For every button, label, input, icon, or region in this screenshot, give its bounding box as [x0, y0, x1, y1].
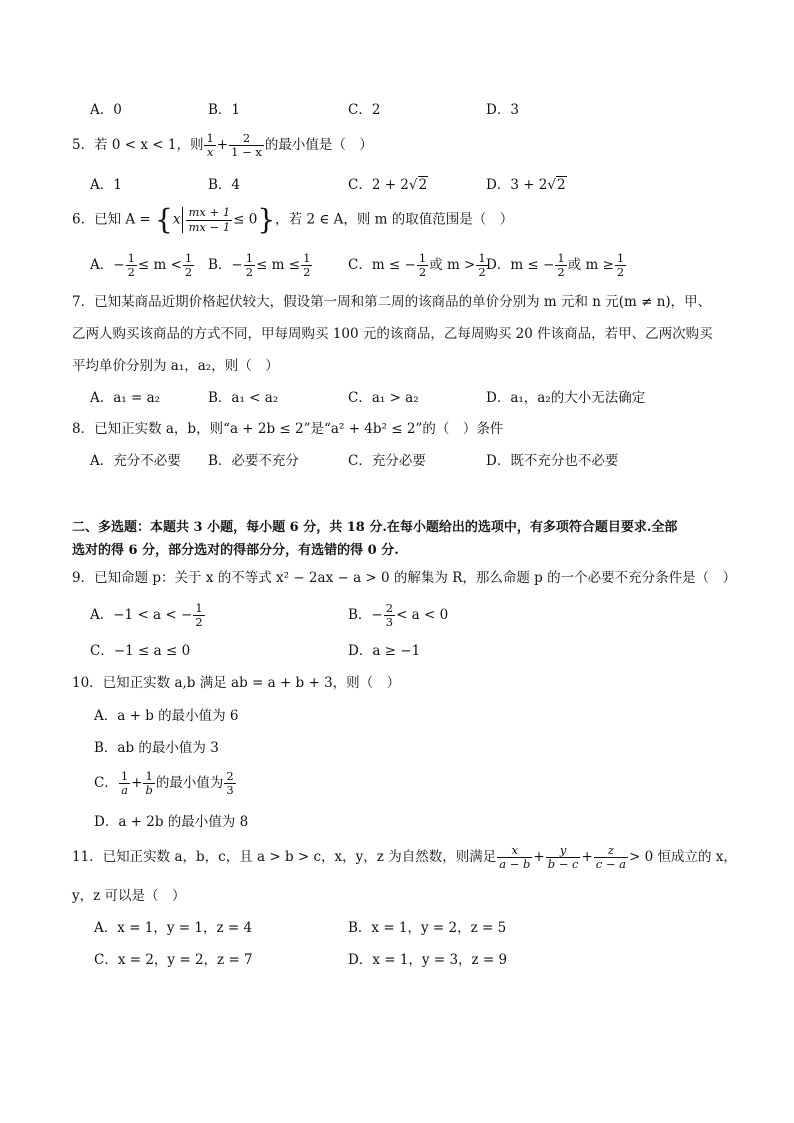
q11-option-b: B．x = 1，y = 2，z = 5 — [348, 920, 507, 936]
q5-option-d: D．3 + 2√2 — [486, 177, 566, 193]
q5-option-c: C．2 + 2√2 — [348, 177, 428, 193]
q8-option-d: D．既不充分也不必要 — [486, 453, 619, 469]
section-2-heading-line-2: 选对的得 6 分，部分选对的得部分分，有选错的得 0 分. — [72, 543, 399, 558]
q6-stem: 6．已知 A = {x $\frac{mx + 1}{mx - 1}$ ≤ 0}，若 2 ∈ A，则 m 的取值范围是（ ） — [72, 203, 514, 236]
q10-option-a: A．a + b 的最小值为 6 — [94, 708, 239, 724]
q8-option-b: B．必要不充分 — [208, 453, 299, 469]
q5-option-b: B．4 — [208, 177, 241, 193]
q7-option-a: A．a₁ = a₂ — [90, 390, 161, 406]
q11-line-2: y，z 可以是（ ） — [72, 888, 186, 904]
q9-stem: 9．已知命题 p：关于 x 的不等式 x² − 2ax − a > 0 的解集为 R，那么命题 p 的一个必要不充分条件是（ ） — [72, 570, 737, 586]
q11-option-d: D．x = 1，y = 3，z = 9 — [348, 952, 508, 968]
q9-option-d: D．a ≥ −1 — [348, 643, 421, 659]
q7-option-b: B．a₁ < a₂ — [208, 390, 279, 406]
q5-stem: 5．若 0 < x < 1，则 $\frac{1}{x}$ + $\frac{2}{1 - x}$ 的最小值是（ ） — [72, 131, 373, 160]
q6-option-a: A．− $\frac{1}{2}$ ≤ m < $\frac{1}{2}$ — [90, 251, 193, 280]
q7-line-3: 平均单价分别为 a₁，a₂，则（ ） — [72, 358, 279, 374]
q7-option-d: D．a₁，a₂的大小无法确定 — [486, 390, 646, 406]
q4-option-a: A．0 — [90, 102, 122, 118]
q6-option-c: C．m ≤ − $\frac{1}{2}$ 或 m > $\frac{1}{2}$ — [348, 251, 486, 280]
q9-option-b: B．− $\frac{2}{3}$ < a < 0 — [348, 601, 449, 630]
q7-line-1: 7．已知某商品近期价格起伏较大，假设第一周和第二周的该商品的单价分别为 m 元和 n 元(m ≠ n)，甲、 — [72, 294, 712, 310]
q9-option-c: C．−1 ≤ a ≤ 0 — [90, 643, 191, 659]
q5-option-a: A．1 — [90, 177, 122, 193]
q11-stem: 11．已知正实数 a，b，c，且 a > b > c，x，y，z 为自然数，则满足 $\frac{x}{a - b}$ + $\frac{y}{b - c}$ + $\frac{z}{c - a}$ > 0 恒成立的 x， — [72, 843, 737, 872]
q6-option-d: D．m ≤ − $\frac{1}{2}$ 或 m ≥ $\frac{1}{2}$ — [486, 251, 625, 280]
q10-option-b: B．ab 的最小值为 3 — [94, 740, 219, 756]
q11-option-a: A．x = 1，y = 1，z = 4 — [94, 920, 253, 936]
q10-option-d: D．a + 2b 的最小值为 8 — [94, 814, 249, 830]
q10-stem: 10．已知正实数 a,b 满足 ab = a + b + 3，则（ ） — [72, 675, 401, 691]
q4-option-b: B．1 — [208, 102, 241, 118]
q8-stem: 8．已知正实数 a，b，则“a + 2b ≤ 2”是“a² + 4b² ≤ 2”的（ ）条件 — [72, 421, 504, 437]
section-2-heading-line-1: 二、多选题：本题共 3 小题，每小题 6 分，共 18 分.在每小题给出的选项中，有多项符合题目要求.全部 — [72, 520, 678, 535]
q4-option-c: C．2 — [348, 102, 381, 118]
q11-option-c: C．x = 2，y = 2，z = 7 — [94, 952, 253, 968]
q10-option-c: C． $\frac{1}{a}$ + $\frac{1}{b}$ 的最小值为 $\frac{2}{3}$ — [94, 769, 234, 798]
q6-option-b: B．− $\frac{1}{2}$ ≤ m ≤ $\frac{1}{2}$ — [208, 251, 311, 280]
q7-line-2: 乙两人购买该商品的方式不同，甲每周购买 100 元的该商品，乙每周购买 20 件该商品，若甲、乙两次购买 — [72, 326, 713, 342]
q7-option-c: C．a₁ > a₂ — [348, 390, 419, 406]
q8-option-a: A．充分不必要 — [90, 453, 181, 469]
q8-option-c: C．充分必要 — [348, 453, 426, 469]
q4-option-d: D．3 — [486, 102, 519, 118]
q9-option-a: A．−1 < a < − $\frac{1}{2}$ — [90, 601, 203, 630]
